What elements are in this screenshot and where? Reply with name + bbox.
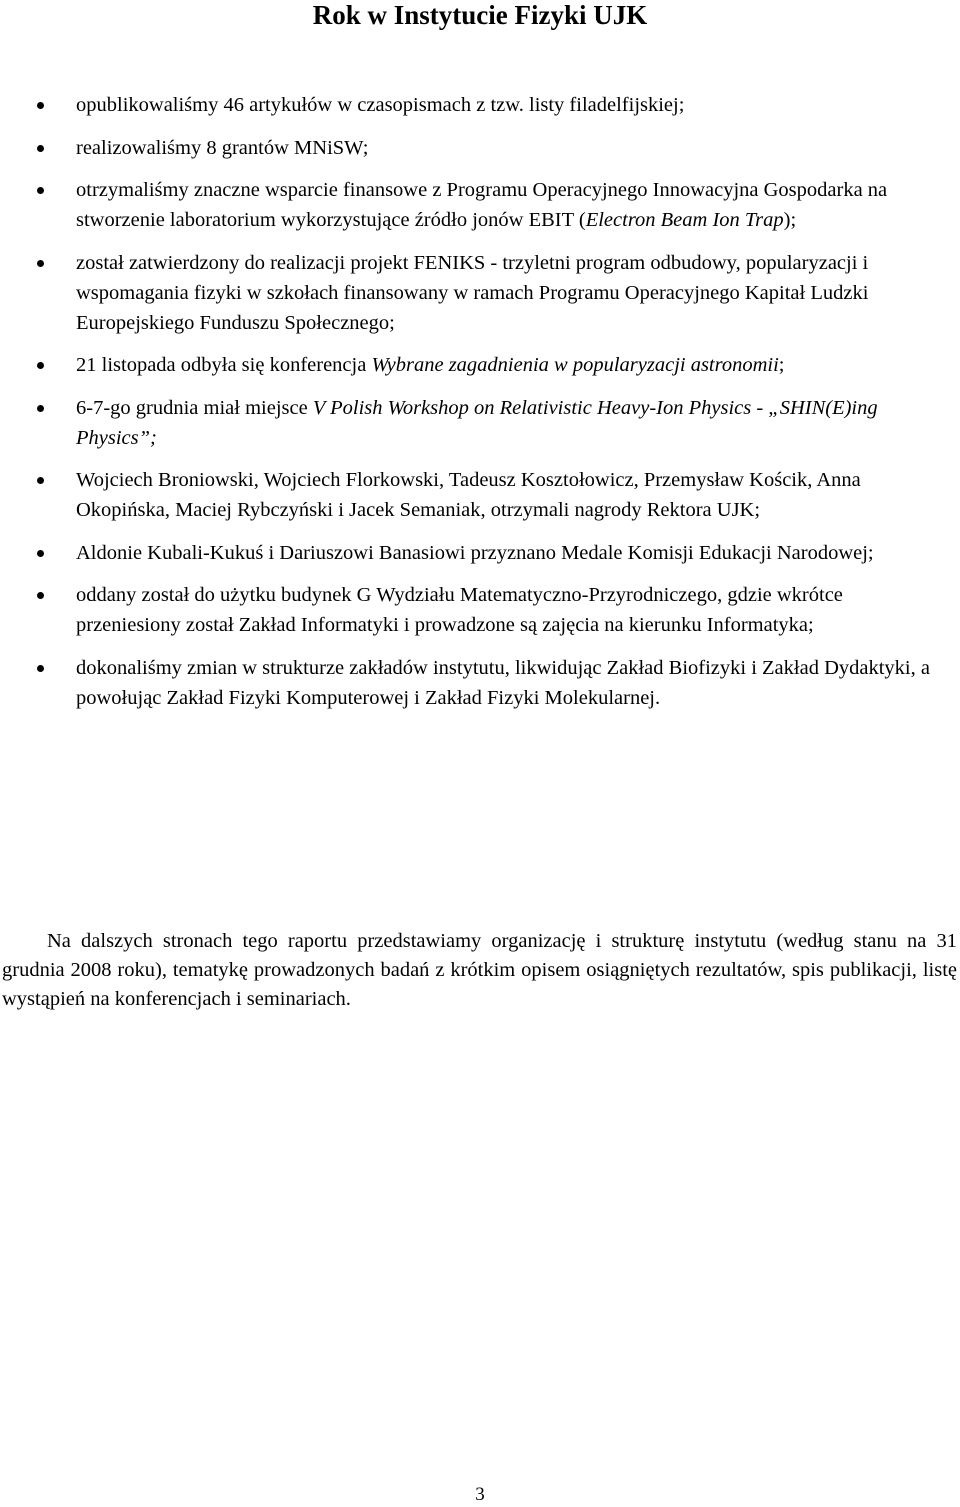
list-item-text: 6-7-go grudnia miał miejsce <box>76 396 313 419</box>
list-item <box>0 465 940 525</box>
list-item <box>0 350 940 380</box>
list-item-italic: Wybrane zagadnienia w popularyzacji astronomii <box>371 354 779 376</box>
list-item-italic: Electron Beam Ion Trap <box>585 209 784 231</box>
list-item-text: realizowaliśmy 8 grantów MNiSW; <box>76 136 369 159</box>
page-number: 3 <box>475 1484 485 1505</box>
list-item-text: dokonaliśmy zmian w strukturze zakładów instytutu, likwidując Zakład Biofizyki i Zakład Dydaktyki, a powołując Zakład Fizyki Komputerowej i Zakład Fizyki Molekularnej. <box>76 656 930 709</box>
list-item <box>0 580 940 640</box>
list-item-text: Aldonie Kubali-Kukuś i Dariuszowi Banasiowi przyznano Medale Komisji Edukacji Narodowej; <box>76 541 874 564</box>
list-item-italic: V Polish Workshop on Relativistic Heavy-Ion Physics - „SHIN(E)ing Physics”; <box>76 396 878 449</box>
list-item-text: otrzymaliśmy znaczne wsparcie finansowe z Programu Operacyjnego Innowacyjna Gospodarka na stworzenie laboratorium wykorzystujące źródło jonów EBIT ( <box>76 179 888 231</box>
list-item <box>0 653 940 713</box>
achievements-list <box>0 90 940 725</box>
list-item-text-end: ; <box>778 354 785 376</box>
list-item-text: został zatwierdzony do realizacji projekt FENIKS - trzyletni program odbudowy, popularyzacji i wspomagania fizyki w szkołach finansowany w ramach Programu Operacyjnego Kapitał Ludzki Europejskiego Funduszu Społecznego; <box>76 251 869 334</box>
list-item-text-end: ); <box>783 209 797 231</box>
list-item-text: opublikowaliśmy 46 artykułów w czasopismach z tzw. listy filadelfijskiej; <box>76 94 685 116</box>
list-item <box>0 248 940 338</box>
list-item <box>0 90 940 120</box>
list-item <box>0 538 940 568</box>
list-item <box>0 133 940 163</box>
page-title: Rok w Instytucie Fizyki UJK <box>312 0 648 30</box>
list-item-text: 21 listopada odbyła się konferencja <box>76 354 372 376</box>
list-item <box>0 175 940 235</box>
summary-paragraph: Na dalszych stronach tego raportu przedstawiamy organizację i strukturę instytutu (według stanu na 31 grudnia 2008 roku), tematykę prowadzonych badań z krótkim opisem osiągniętych rezultatów, spis publikacji, listę wystąpień na konferencjach i seminariach. <box>2 930 957 1010</box>
list-item-text: oddany został do użytku budynek G Wydziału Matematyczno-Przyrodniczego, gdzie wkrótce przeniesiony został Zakład Informatyki i prowadzone są zajęcia na kierunku Informatyka; <box>76 584 843 636</box>
list-item-text: Wojciech Broniowski, Wojciech Florkowski, Tadeusz Kosztołowicz, Przemysław Kościk, Anna Okopińska, Maciej Rybczyński i Jacek Semaniak, otrzymali nagrody Rektora UJK; <box>76 469 861 521</box>
list-item <box>0 393 940 453</box>
